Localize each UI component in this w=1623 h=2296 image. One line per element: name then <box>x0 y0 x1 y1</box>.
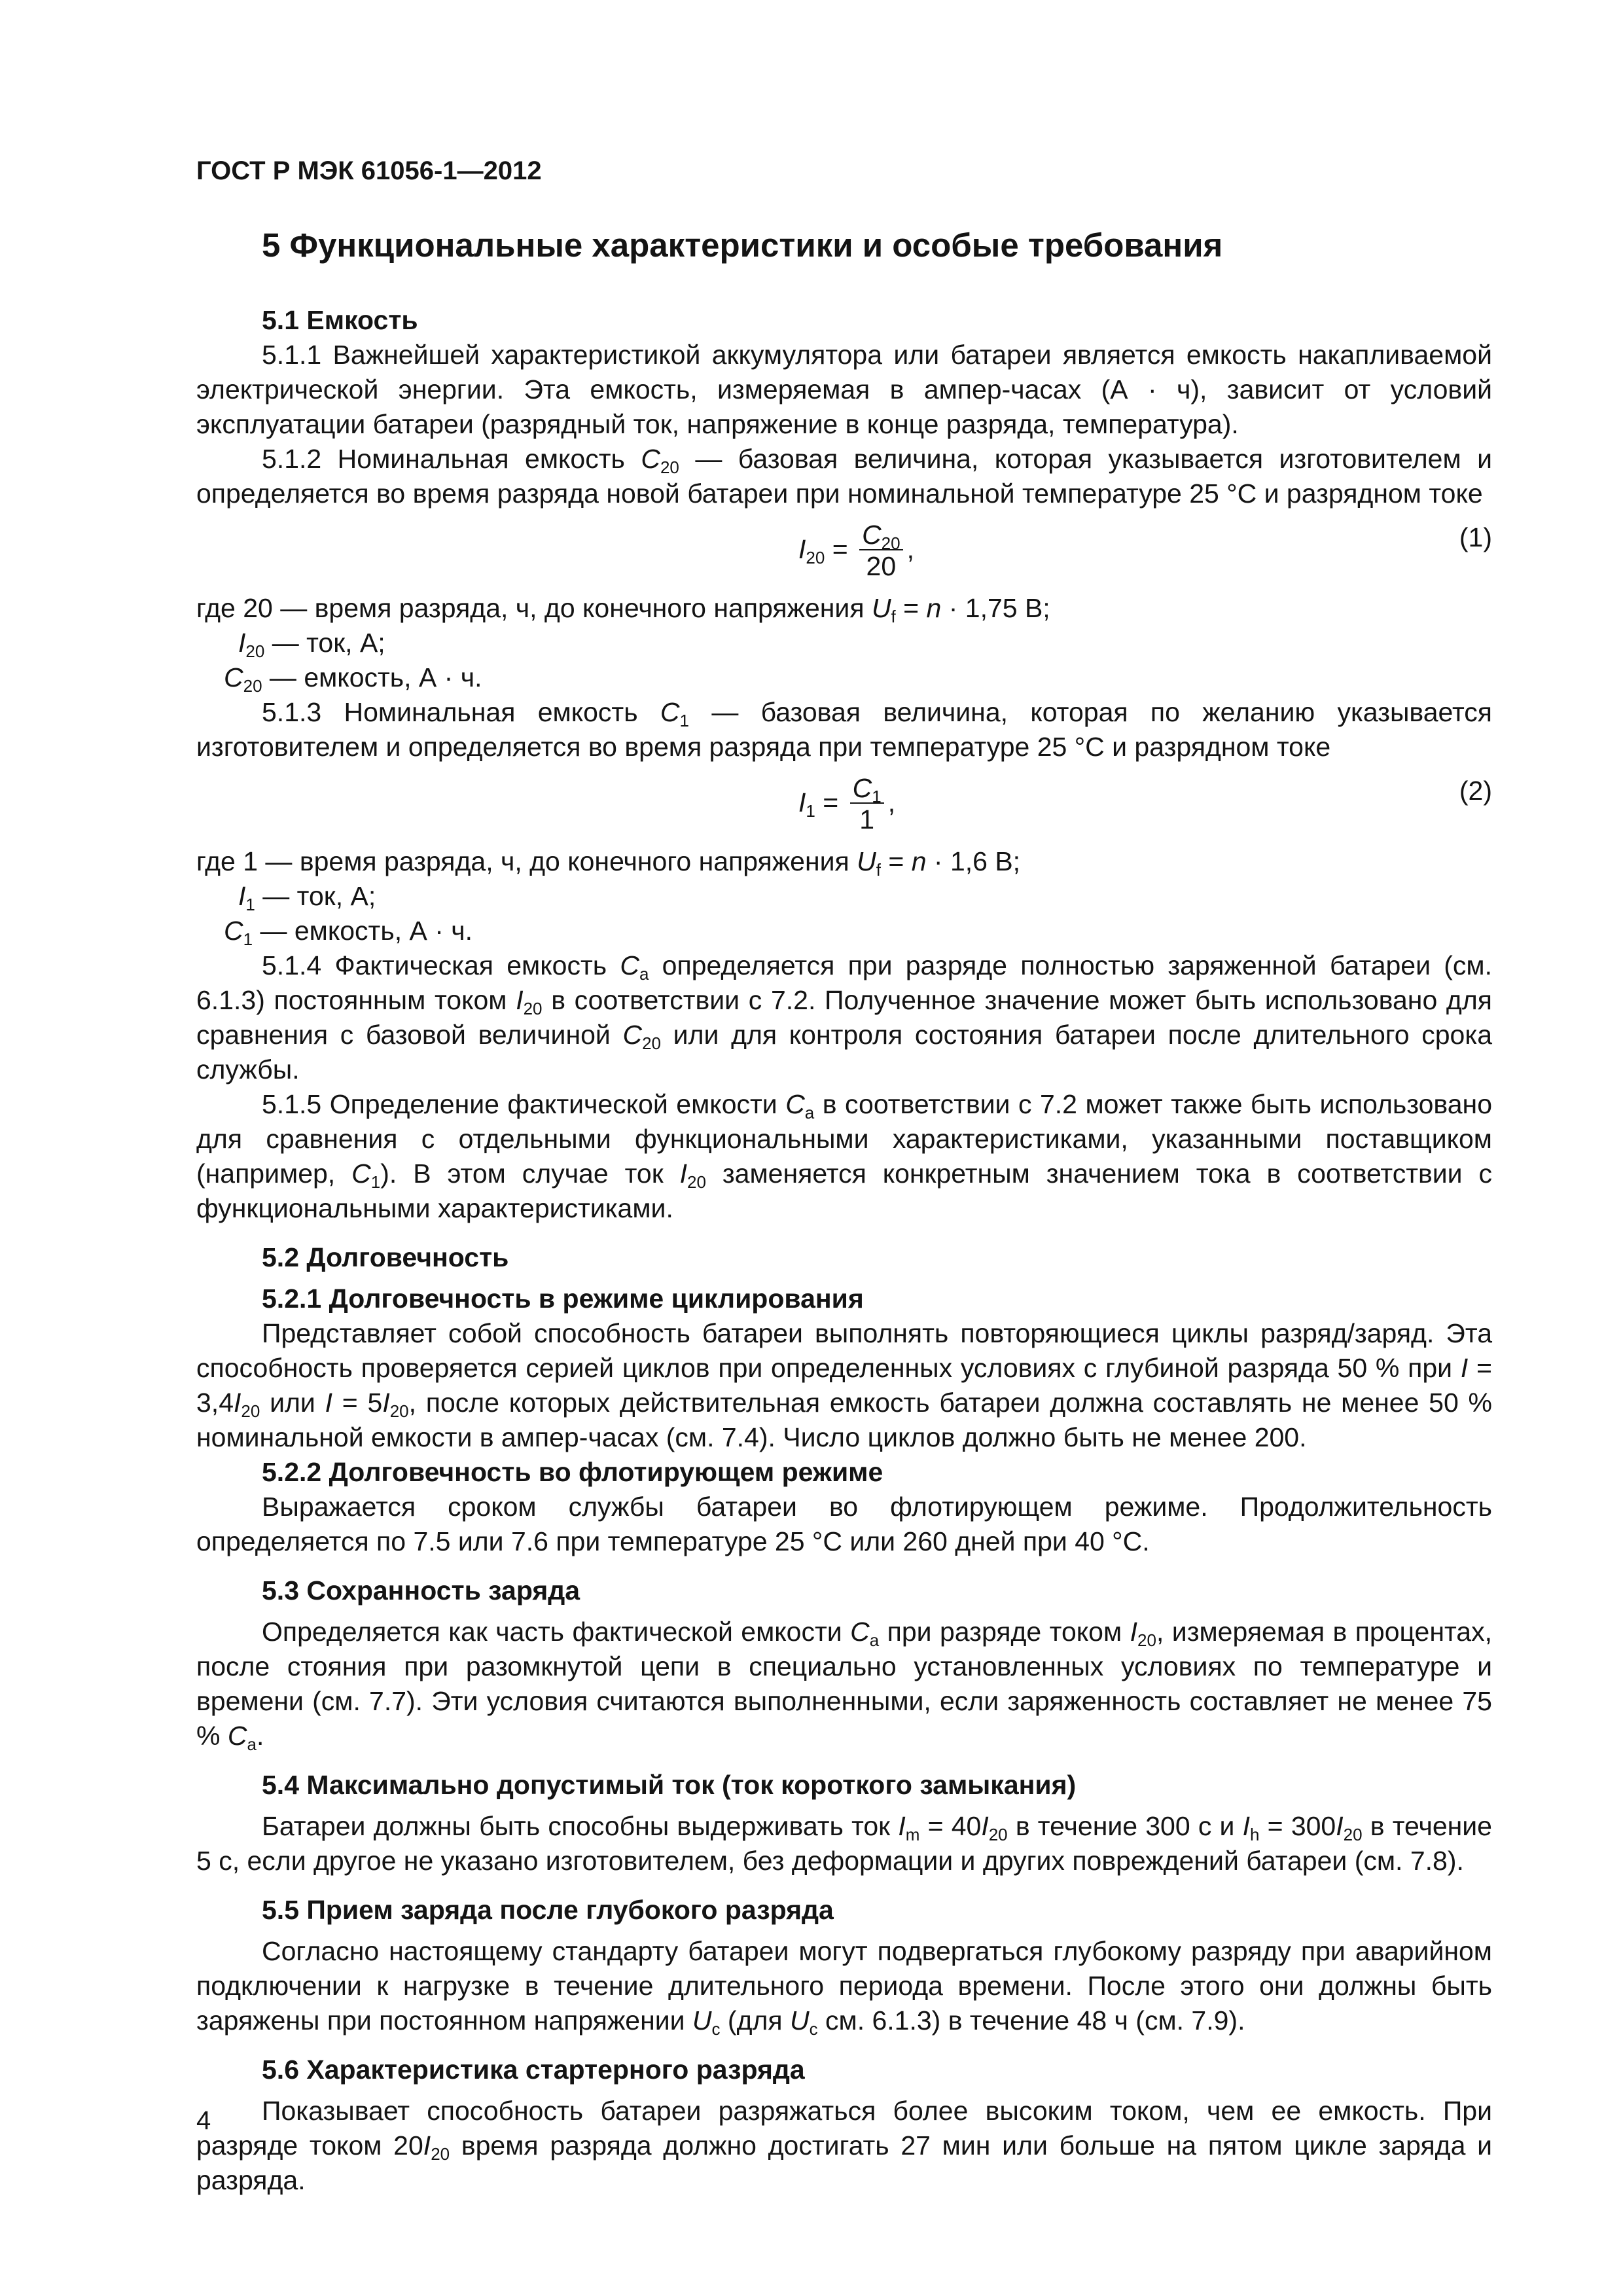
paragraph-5-1-1: 5.1.1 Важнейшей характеристикой аккумулятора или батареи является емкость накапливаемой электрической энергии. Эта емкость, измеряемая в ампер-часах (А · ч), зависит от условий эксплуатации батареи (разрядный ток, напряжение в конце разряда, температура). <box>196 340 1492 439</box>
paragraph-5-1-2: 5.1.2 Номинальная емкость $C_{20}$ — базовая величина, которая указывается изготовителем и определяется во время разряда новой батареи при номинальной температуре 25 °С и разрядном токе <box>196 444 1493 509</box>
paragraph-5-2-1: Представляет собой способность батареи выполнять повторяющиеся циклы разряд/заряд. Эта способность проверяется серией циклов при определенных условиях с глубиной разряда 50 % при $I = 3,4I_{20}$ или $I = 5I_{20}$, после которых действительная емкость батареи должна составлять не менее 50 % номинальной емкости в ампер-часах (см. 7.4). Число циклов должно быть не менее 200. <box>196 1318 1492 1452</box>
paragraph-5-1-3: 5.1.3 Номинальная емкость $C_1$ — базовая величина, которая по желанию указывается изготовителем и определяется во время разряда при температуре 25 °С и разрядном токе <box>196 697 1493 762</box>
section-title: 5 Функциональные характеристики и особые требования <box>262 226 1223 264</box>
subsection-5-1-title: 5.1 Емкость <box>262 305 418 335</box>
where-2-line-2: $I_1$ — ток, А; <box>238 881 376 914</box>
subsection-5-4-title: 5.4 Максимально допустимый ток (ток короткого замыкания) <box>262 1770 1077 1800</box>
subsection-5-6-title: 5.6 Характеристика стартерного разряда <box>262 2054 805 2085</box>
formula-1-lhs: I <box>798 533 806 564</box>
where-2-line-1: где 1 — время разряда, ч, до конечного напряжения $U_f = n \cdot 1,6$ В; <box>196 846 1021 880</box>
paragraph-5-2-2: Выражается сроком службы батареи во флотирующем режиме. Продолжительность определяется по 7.5 или 7.6 при температуре 25 °С или 260 дней при 40 °С. <box>196 1492 1492 1556</box>
where-1-line-1: где 20 — время разряда, ч, до конечного напряжения $U_f = n \cdot 1,75$ В; <box>196 593 1050 626</box>
formula-2-number: (2) <box>1459 776 1492 806</box>
formula-1-number: (1) <box>1459 522 1492 552</box>
where-1-line-3: $C_{20}$ — емкость, А · ч. <box>224 662 482 696</box>
formula-2: $I_1$ = $\frac{C_1}{1}$ , (2) <box>798 773 1492 834</box>
subsection-5-5-title: 5.5 Прием заряда после глубокого разряда <box>262 1895 834 1925</box>
subsection-5-3-title: 5.3 Сохранность заряда <box>262 1575 580 1605</box>
subsection-5-2-1-title: 5.2.1 Долговечность в режиме циклирования <box>262 1283 864 1314</box>
formula-2-lhs: I <box>798 787 806 817</box>
subsection-5-2-title: 5.2 Долговечность <box>262 1242 509 1272</box>
where-1-line-2: $I_{20}$ — ток, А; <box>238 628 385 661</box>
paragraph-5-6: Показывает способность батареи разряжаться более высоким током, чем ее емкость. При разряде током $20I_{20}$ время разряда должно достигать 27 мин или больше на пятом цикле заряда и разряда. <box>196 2096 1492 2195</box>
paragraph-5-1-5: 5.1.5 Определение фактической емкости $C_a$ в соответствии с 7.2 может также быть использовано для сравнения с отдельными функциональными характеристиками, указанными поставщиком (например, $C_1$). В этом случае ток $I_{20}$ заменяется конкретным значением тока в соответствии с функциональными характеристиками. <box>196 1089 1493 1223</box>
paragraph-5-4: Батареи должны быть способны выдерживать ток $I_m = 40I_{20}$ в течение 300 с и $I_h = 300I_{20}$ в течение 5 с, если другое не указано изготовителем, без деформации и других повреждений батареи (см. 7.8). <box>196 1811 1492 1876</box>
page-number: 4 <box>196 2106 211 2135</box>
document-page <box>196 154 1492 2198</box>
document-code: ГОСТ Р МЭК 61056-1—2012 <box>196 156 542 185</box>
formula-1: $I_{20}$ = $\frac{C_{20}}{20}$ , (1) <box>798 520 1492 581</box>
subsection-5-2-2-title: 5.2.2 Долговечность во флотирующем режиме <box>262 1457 883 1487</box>
paragraph-5-5: Согласно настоящему стандарту батареи могут подвергаться глубокому разряду при аварийном подключении к нагрузке в течение длительного периода времени. После этого они должны быть заряжены при постоянном напряжении $U_c$ (для $U_c$ см. 6.1.3) в течение 48 ч (см. 7.9). <box>196 1936 1492 2039</box>
paragraph-5-1-4: 5.1.4 Фактическая емкость $C_a$ определяется при разряде полностью заряженной батареи (см. 6.1.3) постоянным током $I_{20}$ в соответствии с 7.2. Полученное значение может быть использовано для сравнения с базовой величиной $C_{20}$ или для контроля состояния батареи после длительного срока службы. <box>196 950 1493 1085</box>
where-2-line-3: $C_1$ — емкость, А · ч. <box>224 916 473 949</box>
paragraph-5-3: Определяется как часть фактической емкости $C_a$ при разряде током $I_{20}$, измеряемая в процентах, после стояния при разомкнутой цепи в специально установленных условиях по температуре и времени (см. 7.7). Эти условия считаются выполненными, если заряженность составляет не менее 75 % $C_a$. <box>196 1617 1492 1754</box>
